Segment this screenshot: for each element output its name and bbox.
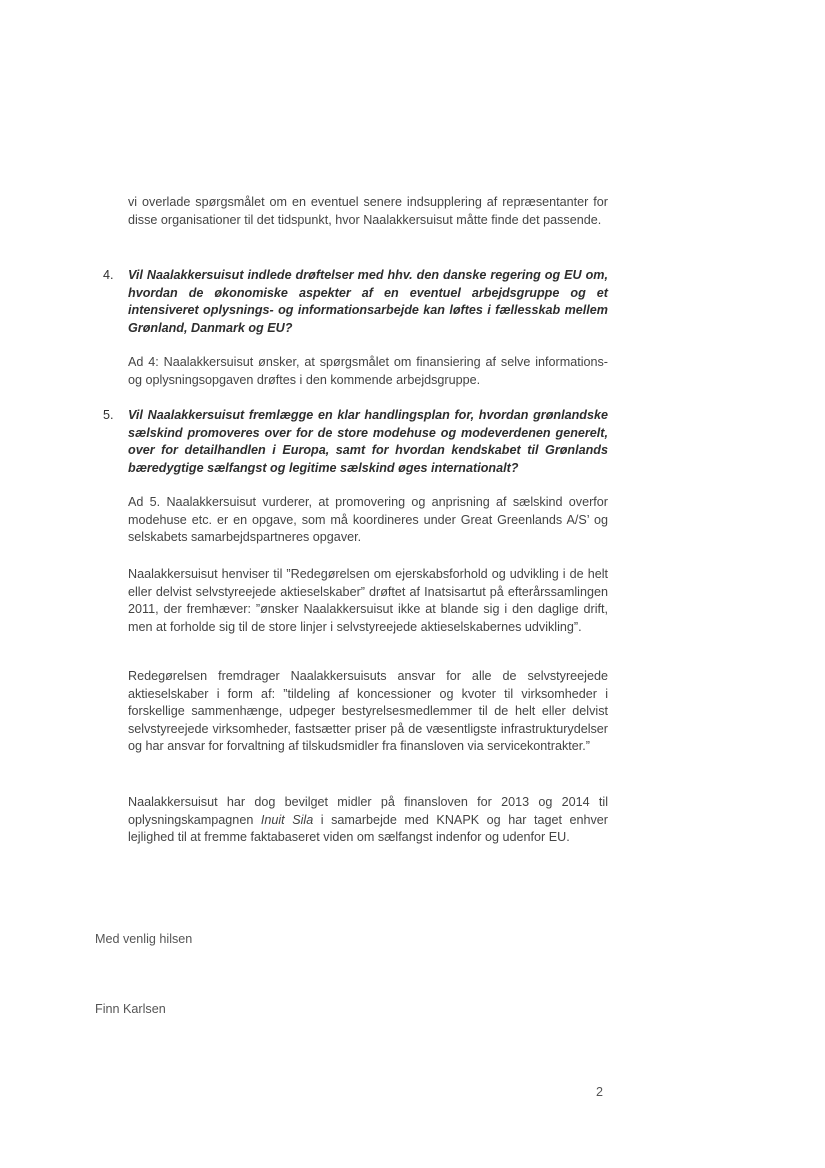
question-5-number: 5.: [103, 408, 114, 422]
question-4-text: Vil Naalakkersuisut indlede drøftelser med hhv. den danske regering og EU om, hvordan de økonomiske aspekter af en eventuel arbejdsgruppe og et intensiveret oplysnings- og informationsarbejde kan løftes i fællesskab mellem Grønland, Danmark og EU?: [128, 268, 608, 335]
answer-4-paragraph: Ad 4: Naalakkersuisut ønsker, at spørgsmålet om finansiering af selve informations- og oplysningsopgaven drøftes i den kommende arbejdsgruppe.: [128, 355, 608, 387]
answer-5-paragraph-1: Ad 5. Naalakkersuisut vurderer, at promovering og anprisning af sælskind overfor modehuse etc. er en opgave, som må koordineres under Great Greenlands A/S’ og selskabets samarbejdspartneres opgaver.: [128, 495, 608, 544]
closing-greeting: Med venlig hilsen: [95, 932, 193, 946]
intro-paragraph: vi overlade spørgsmålet om en eventuel senere indsupplering af repræsentanter for disse organisationer til det tidspunkt, hvor Naalakkersuisut måtte finde det passende.: [128, 195, 608, 227]
answer-5-paragraph-3: Redegørelsen fremdrager Naalakkersuisuts ansvar for alle de selvstyreejede aktieselskaber i form af: ”tildeling af koncessioner og kvoter til virksomheder i forskellige sammenhænge, udpeger bestyrelsesmedlemmer til de helt eller delvist selvstyreejede virksomheder, fastsætter priser på de væsentligste infrastrukturydelser og har ansvar for forvaltning af tilskudsmidler fra finansloven via servicekontrakter.”: [128, 669, 608, 753]
answer-5-paragraph-2: Naalakkersuisut henviser til ”Redegørelsen om ejerskabsforhold og udvikling i de helt eller delvist selvstyreejede aktieselskaber” drøftet af Inatsisartut på efterårssamlingen 2011, der fremhæver: ”ønsker Naalakkersuisut ikke at blande sig i den daglige drift, men at forholde sig til de store linjer i selvstyreejede aktieselskabernes udvikling”.: [128, 567, 608, 634]
question-4-number: 4.: [103, 268, 114, 282]
page-number: 2: [596, 1085, 604, 1099]
question-5-text: Vil Naalakkersuisut fremlægge en klar handlingsplan for, hvordan grønlandske sælskind promoveres over for de store modehuse og modeverdenen generelt, over for detailhandlen i Europa, samt for hvordan kendskabet til Grønlands bæredygtige sælfangst og legitime sælskind øges internationalt?: [128, 408, 608, 475]
signature-name: Finn Karlsen: [95, 1002, 166, 1016]
answer-5-paragraph-4-before: Naalakkersuisut har dog bevilget midler på finansloven for 2013 og 2014 til oplysningskampagnen: [128, 795, 608, 827]
campaign-name: Inuit Sila: [260, 812, 314, 827]
answer-5-paragraph-4: [128, 794, 608, 847]
answer-5-paragraph-4-after: i samarbejde med KNAPK og har taget enhver lejlighed til at fremme faktabaseret viden om sælfangst indenfor og udenfor EU.: [128, 812, 608, 844]
